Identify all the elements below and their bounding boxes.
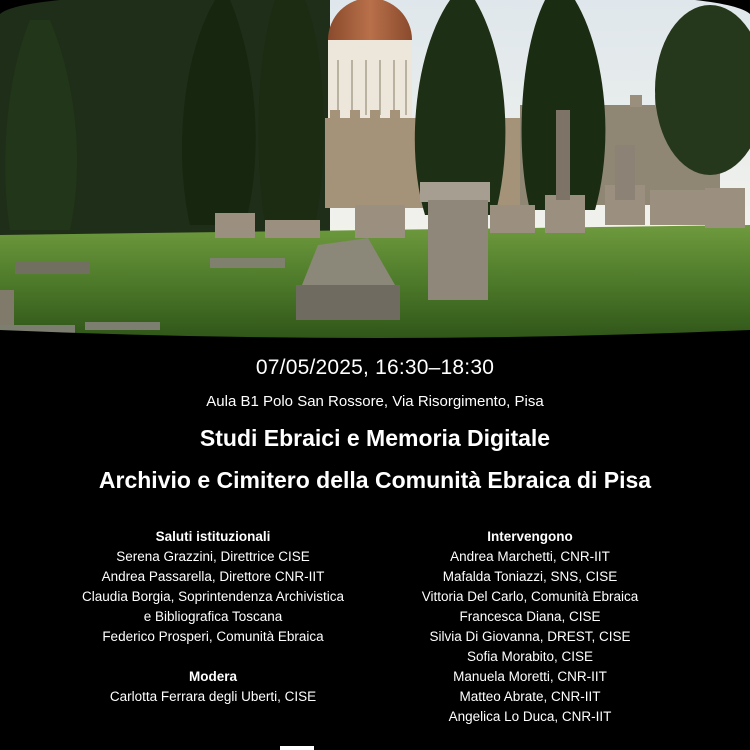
speaker: Sofia Morabito, CISE [466, 649, 594, 664]
modera-person: Carlotta Ferrara degli Uberti, CISE [109, 689, 317, 704]
saluti-person: Andrea Passarella, Direttore CNR-IIT [101, 569, 325, 584]
saluti-person: Federico Prosperi, Comunità Ebraica [102, 629, 324, 644]
speaker: Angelica Lo Duca, CNR-IIT [448, 709, 612, 724]
saluti-heading: Saluti istituzionali [155, 529, 271, 544]
cemetery-photo [0, 0, 750, 340]
event-venue: Aula B1 Polo San Rossore, Via Risorgimento, Pisa [206, 393, 544, 410]
speaker: Francesca Diana, CISE [459, 609, 601, 624]
bottom-indicator [280, 746, 314, 750]
event-info [0, 340, 750, 750]
right-column [398, 527, 662, 727]
event-subtitle: Archivio e Cimitero della Comunità Ebraica di Pisa [98, 467, 652, 493]
event-title: Studi Ebraici e Memoria Digitale [199, 425, 551, 451]
left-column [56, 527, 370, 707]
intervengono-heading: Intervengono [487, 529, 573, 544]
saluti-person: Claudia Borgia, Soprintendenza Archivistica [82, 589, 344, 604]
speaker: Matteo Abrate, CNR-IIT [459, 689, 601, 704]
modera-heading: Modera [188, 669, 237, 684]
speaker: Andrea Marchetti, CNR-IIT [450, 549, 610, 564]
event-datetime: 07/05/2025, 16:30–18:30 [255, 356, 495, 379]
speaker: Mafalda Toniazzi, SNS, CISE [442, 569, 618, 584]
saluti-person: Serena Grazzini, Direttrice CISE [116, 549, 310, 564]
saluti-person: e Bibliografica Toscana [143, 609, 283, 624]
speaker: Silvia Di Giovanna, DREST, CISE [429, 629, 631, 644]
speaker: Vittoria Del Carlo, Comunità Ebraica [421, 589, 639, 604]
speaker: Manuela Moretti, CNR-IIT [453, 669, 607, 684]
